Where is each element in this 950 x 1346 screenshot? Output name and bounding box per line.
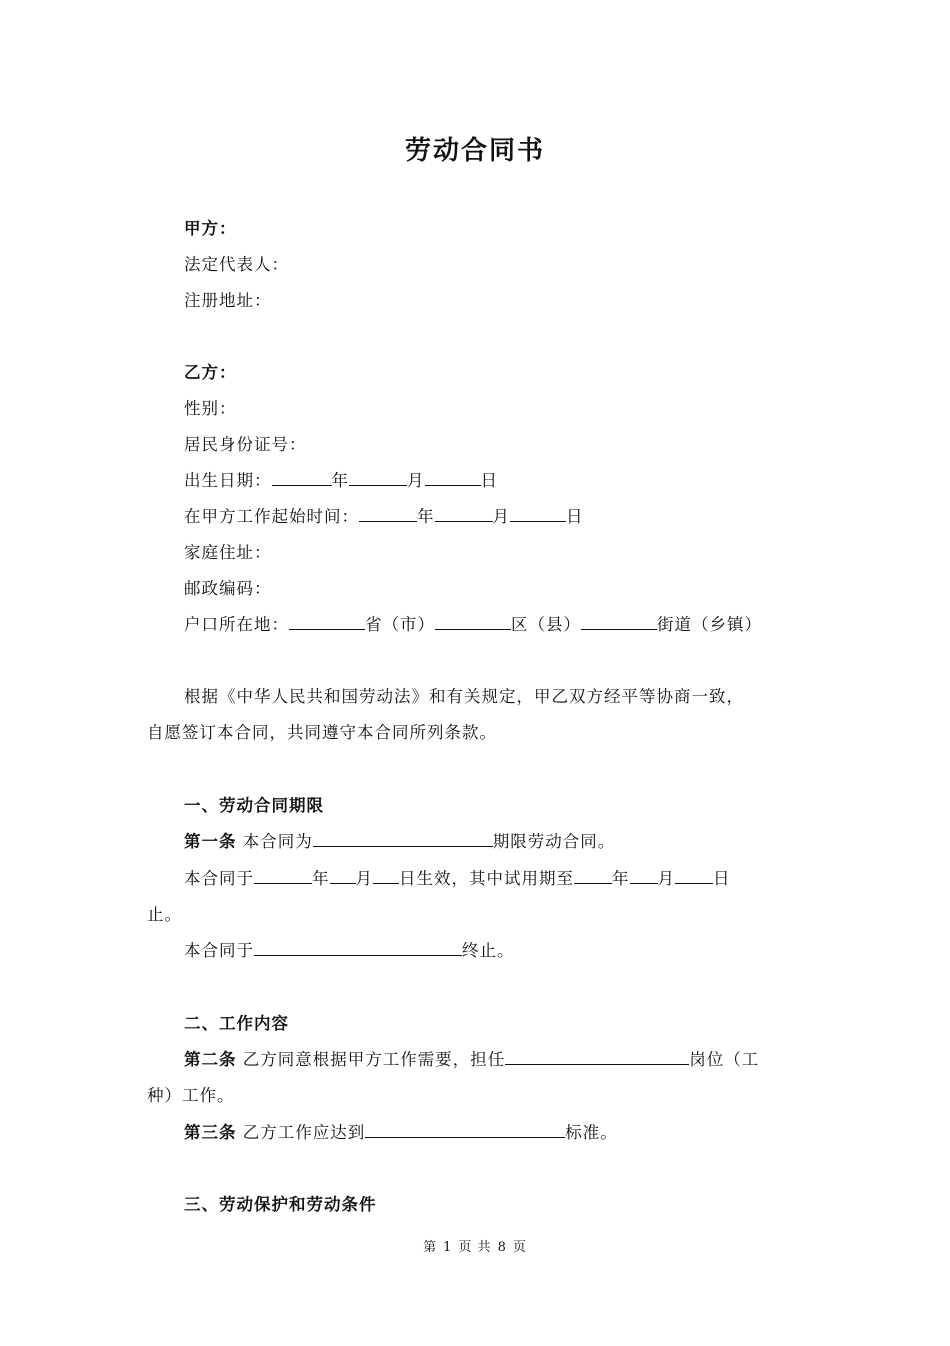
article-2-text: 乙方同意根据甲方工作需要，担任: [242, 1050, 506, 1069]
blank-field[interactable]: [581, 613, 657, 630]
postal-code-label: 邮政编码：: [184, 579, 272, 598]
preamble-line-1: 根据《中华人民共和国劳动法》和有关规定，甲乙双方经平等协商一致，: [184, 687, 744, 706]
blank-field[interactable]: [510, 505, 566, 522]
article-1-label: 第一条: [184, 832, 237, 851]
home-address-label: 家庭住址：: [184, 543, 272, 562]
effective-text-mid: 日生效，其中试用期至: [399, 869, 574, 888]
party-a-heading: 甲方：: [184, 219, 237, 238]
hukou-line: [184, 613, 762, 637]
month-unit: 月: [492, 507, 510, 526]
blank-field[interactable]: [630, 867, 658, 884]
effective-date-cont: 止。: [147, 905, 182, 924]
article-2-cont: 种）工作。: [147, 1086, 235, 1105]
blank-field[interactable]: [289, 613, 365, 630]
legal-rep-label: 法定代表人：: [184, 255, 289, 274]
blank-field[interactable]: [574, 867, 612, 884]
blank-field[interactable]: [330, 867, 356, 884]
district-unit: 区（县）: [511, 615, 581, 634]
document-title: 劳动合同书: [404, 136, 545, 166]
footer-prefix: 第: [423, 1240, 438, 1255]
end-text: 本合同于: [184, 941, 254, 960]
blank-field[interactable]: [425, 469, 481, 486]
blank-field[interactable]: [505, 1048, 689, 1065]
day-unit: 日: [480, 471, 498, 490]
gender-label: 性别：: [184, 399, 237, 418]
article-3-text: 乙方工作应达到: [242, 1123, 366, 1142]
party-b-heading: 乙方：: [184, 363, 237, 382]
blank-field[interactable]: [675, 867, 713, 884]
blank-field[interactable]: [373, 867, 399, 884]
year-unit: 年: [312, 869, 330, 888]
article-3-label: 第三条: [184, 1123, 237, 1142]
start-date-line: [184, 505, 584, 529]
article-2-text-end: 岗位（工: [689, 1050, 760, 1069]
footer-middle: 页 共: [458, 1240, 492, 1255]
article-3-text-end: 标准。: [565, 1123, 618, 1142]
article-1-text-end: 期限劳动合同。: [492, 832, 616, 851]
footer-suffix: 页: [512, 1240, 527, 1255]
start-date-label: 在甲方工作起始时间：: [184, 507, 359, 526]
end-text-end: 终止。: [462, 941, 515, 960]
blank-field[interactable]: [435, 613, 511, 630]
blank-field[interactable]: [435, 505, 493, 522]
page-number: 1: [443, 1240, 453, 1255]
article-3: [184, 1121, 618, 1145]
day-unit: 日: [566, 507, 584, 526]
month-unit: 月: [407, 471, 425, 490]
day-unit: 日: [713, 869, 731, 888]
article-1: [184, 830, 615, 854]
blank-field[interactable]: [272, 469, 332, 486]
blank-field[interactable]: [254, 939, 462, 956]
section-3-heading: 三、劳动保护和劳动条件: [184, 1195, 377, 1214]
end-date-line: [184, 939, 515, 963]
hukou-label: 户口所在地：: [184, 615, 289, 634]
effective-date-line: [184, 867, 731, 891]
blank-field[interactable]: [313, 830, 493, 847]
id-number-label: 居民身份证号：: [184, 435, 307, 454]
month-unit: 月: [355, 869, 373, 888]
blank-field[interactable]: [365, 1121, 565, 1138]
blank-field[interactable]: [254, 867, 312, 884]
blank-field[interactable]: [359, 505, 417, 522]
birth-date-label: 出生日期：: [184, 471, 272, 490]
page-footer: [0, 1236, 950, 1255]
year-unit: 年: [417, 507, 435, 526]
blank-field[interactable]: [349, 469, 407, 486]
birth-date-line: [184, 469, 498, 493]
article-1-text: 本合同为: [242, 832, 313, 851]
street-unit: 街道（乡镇）: [657, 615, 762, 634]
year-unit: 年: [612, 869, 630, 888]
province-unit: 省（市）: [365, 615, 435, 634]
article-2-label: 第二条: [184, 1050, 237, 1069]
article-2: [184, 1048, 759, 1072]
month-unit: 月: [657, 869, 675, 888]
preamble-line-2: 自愿签订本合同，共同遵守本合同所列条款。: [147, 723, 497, 742]
registered-address-label: 注册地址：: [184, 291, 272, 310]
section-1-heading: 一、劳动合同期限: [184, 796, 324, 815]
total-pages: 8: [497, 1240, 507, 1255]
section-2-heading: 二、工作内容: [184, 1014, 289, 1033]
effective-text: 本合同于: [184, 869, 254, 888]
year-unit: 年: [331, 471, 349, 490]
